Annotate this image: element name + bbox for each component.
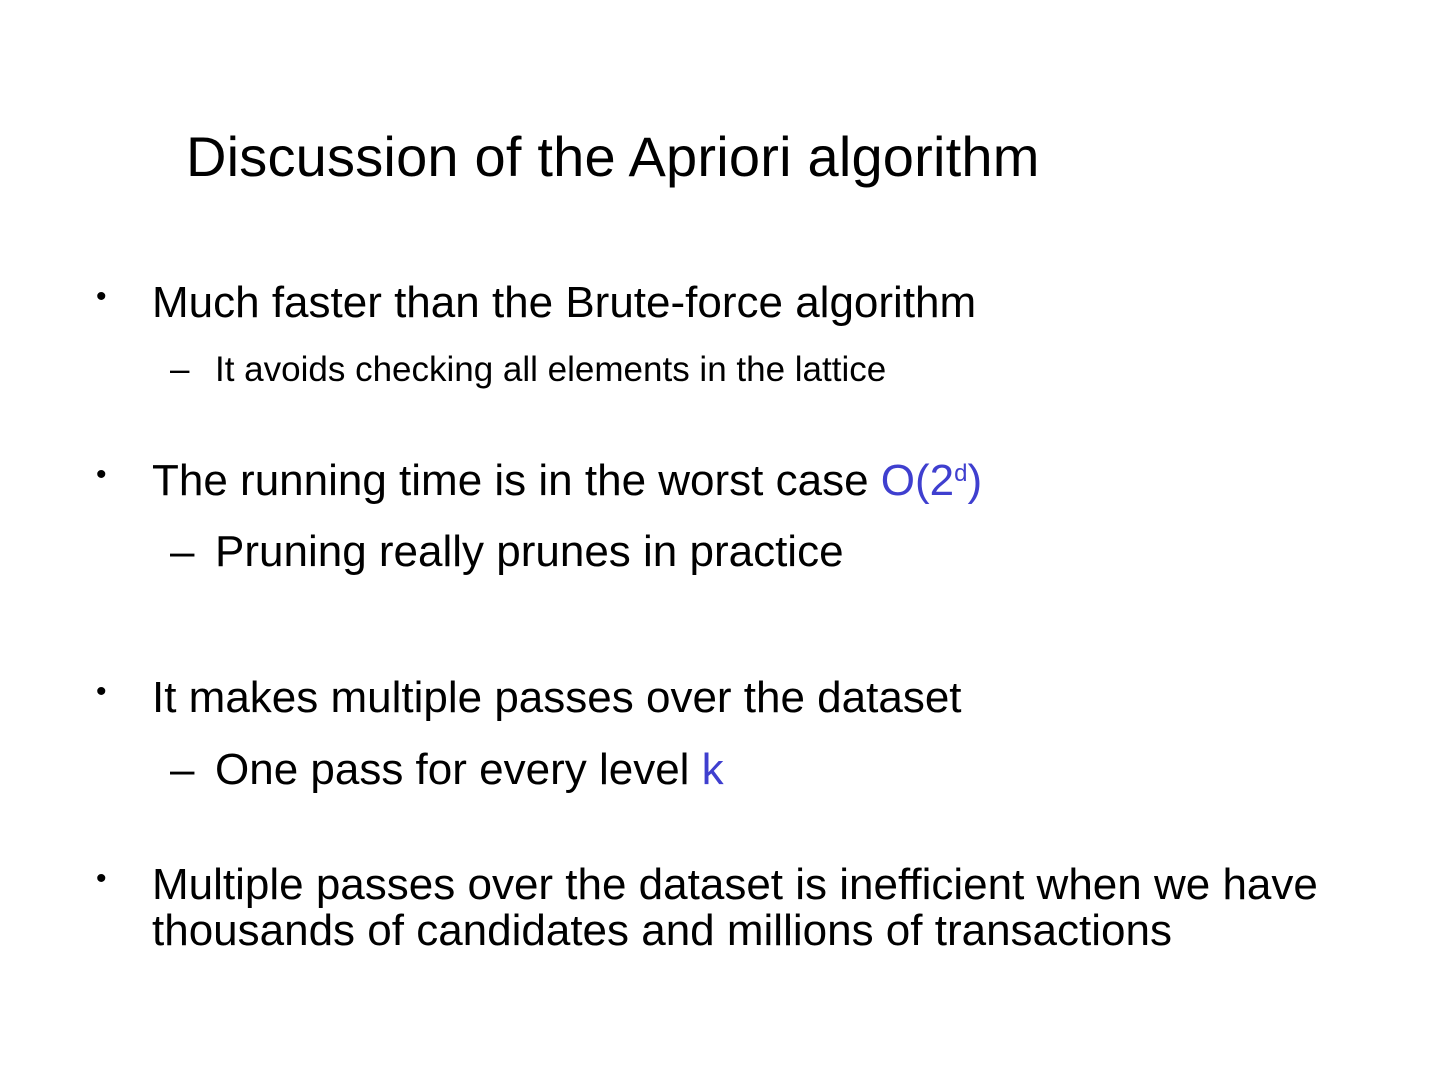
sub-bullet-plain: One pass for every level bbox=[215, 745, 702, 794]
slide-title: Discussion of the Apriori algorithm bbox=[186, 125, 1040, 188]
sub-bullet-dash: – bbox=[170, 745, 195, 794]
bullet-text bbox=[152, 458, 982, 504]
complexity-close: ) bbox=[967, 456, 983, 505]
bullet-dot: • bbox=[96, 675, 107, 708]
sub-bullet-text: It avoids checking all elements in the lattice bbox=[215, 350, 887, 389]
sub-bullet-dash: – bbox=[170, 527, 195, 576]
bullet-text: Much faster than the Brute-force algorithm bbox=[152, 278, 977, 327]
bullet-dot: • bbox=[96, 862, 107, 895]
complexity-base: O(2 bbox=[880, 456, 955, 505]
sub-bullet-text bbox=[215, 747, 724, 793]
bullet-text: Multiple passes over the dataset is inefficient when we have thousands of candidates and millions of transactions bbox=[152, 860, 1318, 955]
bullet-text: It makes multiple passes over the dataset bbox=[152, 673, 962, 722]
bullet-dot: • bbox=[96, 280, 107, 313]
sub-bullet-text: Pruning really prunes in practice bbox=[215, 527, 844, 576]
complexity-expression bbox=[881, 456, 982, 505]
complexity-exponent: d bbox=[954, 460, 968, 487]
bullet-text-plain: The running time is in the worst case bbox=[152, 456, 881, 505]
level-variable: k bbox=[701, 745, 724, 794]
bullet-dot: • bbox=[96, 458, 107, 491]
sub-bullet-dash: – bbox=[170, 350, 190, 389]
